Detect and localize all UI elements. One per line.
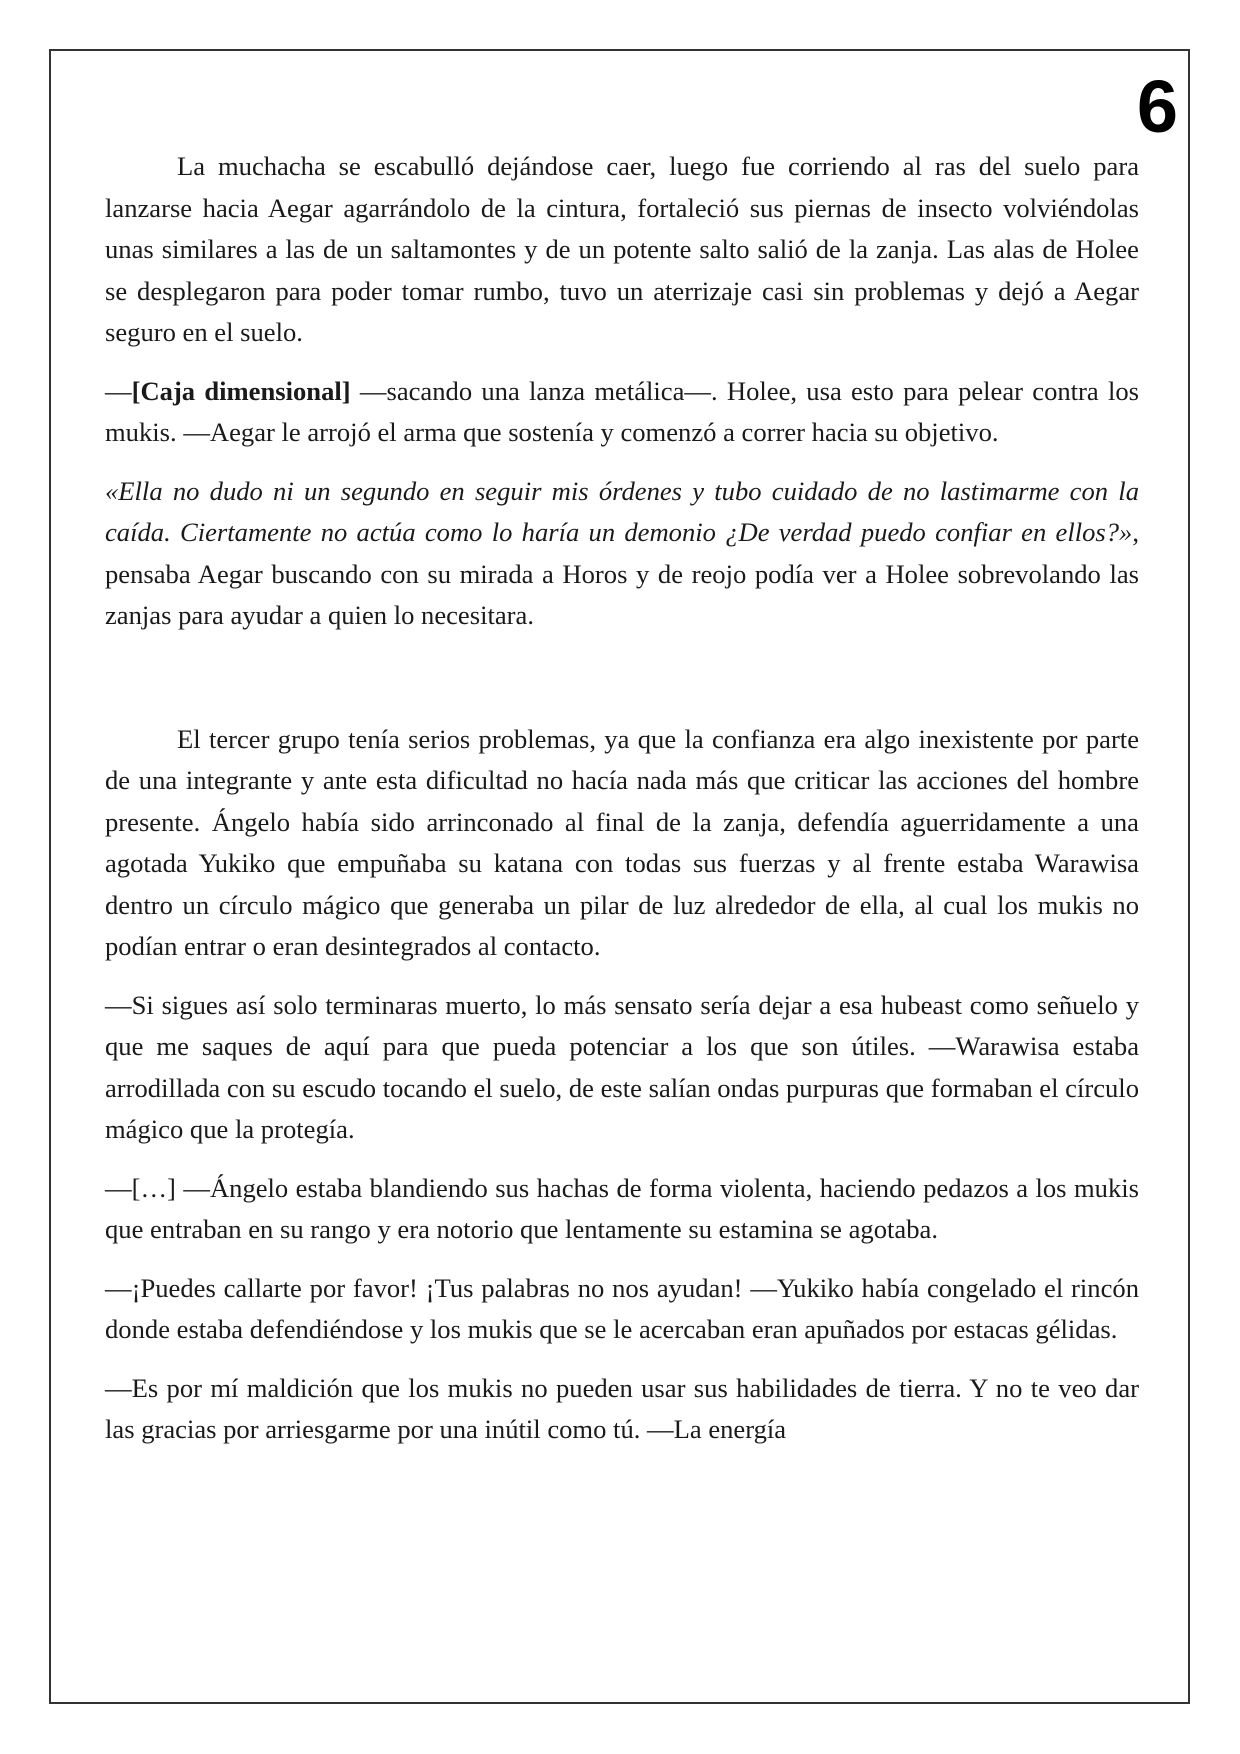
paragraph-2-rest: —sacando una lanza metálica—. Holee, usa esto para pelear contra los mukis. —Aegar le arrojó el arma que sostenía y comenzó a correr hacia su objetivo.: [105, 375, 1139, 447]
paragraph-6: —[…] —Ángelo estaba blandiendo sus hachas de forma violenta, haciendo pedazos a los mukis que entraban en su rango y era notorio que lentamente su estamina se agotaba.: [105, 1172, 1139, 1244]
paragraph-8: —Es por mí maldición que los mukis no pueden usar sus habilidades de tierra. Y no te veo dar las gracias por arriesgarme por una inútil como tú. —La energía: [105, 1372, 1139, 1444]
paragraph-1: La muchacha se escabulló dejándose caer, luego fue corriendo al ras del suelo para lanzarse hacia Aegar agarrándolo de la cintura, fortaleció sus piernas de insecto volviéndolas unas similares a las de un saltamontes y de un potente salto salió de la zanja. Las alas de Holee se desplegaron para poder tomar rumbo, tuvo un aterrizaje casi sin problemas y dejó a Aegar seguro en el suelo.: [105, 151, 1139, 347]
paragraph-5: —Si sigues así solo terminaras muerto, lo más sensato sería dejar a esa hubeast como señuelo y que me saques de aquí para que pueda potenciar a los que son útiles. —Warawisa estaba arrodillada con su escudo tocando el suelo, de este salían ondas purpuras que formaban el círculo mágico que la protegía.: [105, 989, 1139, 1144]
paragraph-2-bold-term: [Caja dimensional]: [131, 375, 351, 406]
paragraph-3-thought: «Ella no dudo ni un segundo en seguir mis órdenes y tubo cuidado de no lastimarme con la caída. Ciertamente no actúa como lo haría un demonio ¿De verdad puedo confiar en ellos?»: [105, 475, 1139, 547]
paragraph-3-rest: , pensaba Aegar buscando con su mirada a Horos y de reojo podía ver a Holee sobrevolando las zanjas para ayudar a quien lo necesitara.: [105, 517, 1139, 630]
paragraph-3: [105, 471, 1139, 637]
page-number: 6: [1136, 65, 1178, 148]
chapter-text: [105, 146, 1139, 1468]
paragraph-2: [105, 371, 1139, 454]
paragraph-4: El tercer grupo tenía serios problemas, ya que la confianza era algo inexistente por parte de una integrante y ante esta dificultad no hacía nada más que criticar las acciones del hombre presente. Ángelo había sido arrinconado al final de la zanja, defendía aguerridamente a una agotada Yukiko que empuñaba su katana con todas sus fuerzas y al frente estaba Warawisa dentro un círculo mágico que generaba un pilar de luz alrededor de ella, al cual los mukis no podían entrar o eran desintegrados al contacto.: [105, 723, 1139, 961]
paragraph-2-dash: —: [105, 375, 132, 406]
paragraph-7: —¡Puedes callarte por favor! ¡Tus palabras no nos ayudan! —Yukiko había congelado el rincón donde estaba defendiéndose y los mukis que se le acercaban eran apuñados por estacas gélidas.: [105, 1272, 1139, 1344]
